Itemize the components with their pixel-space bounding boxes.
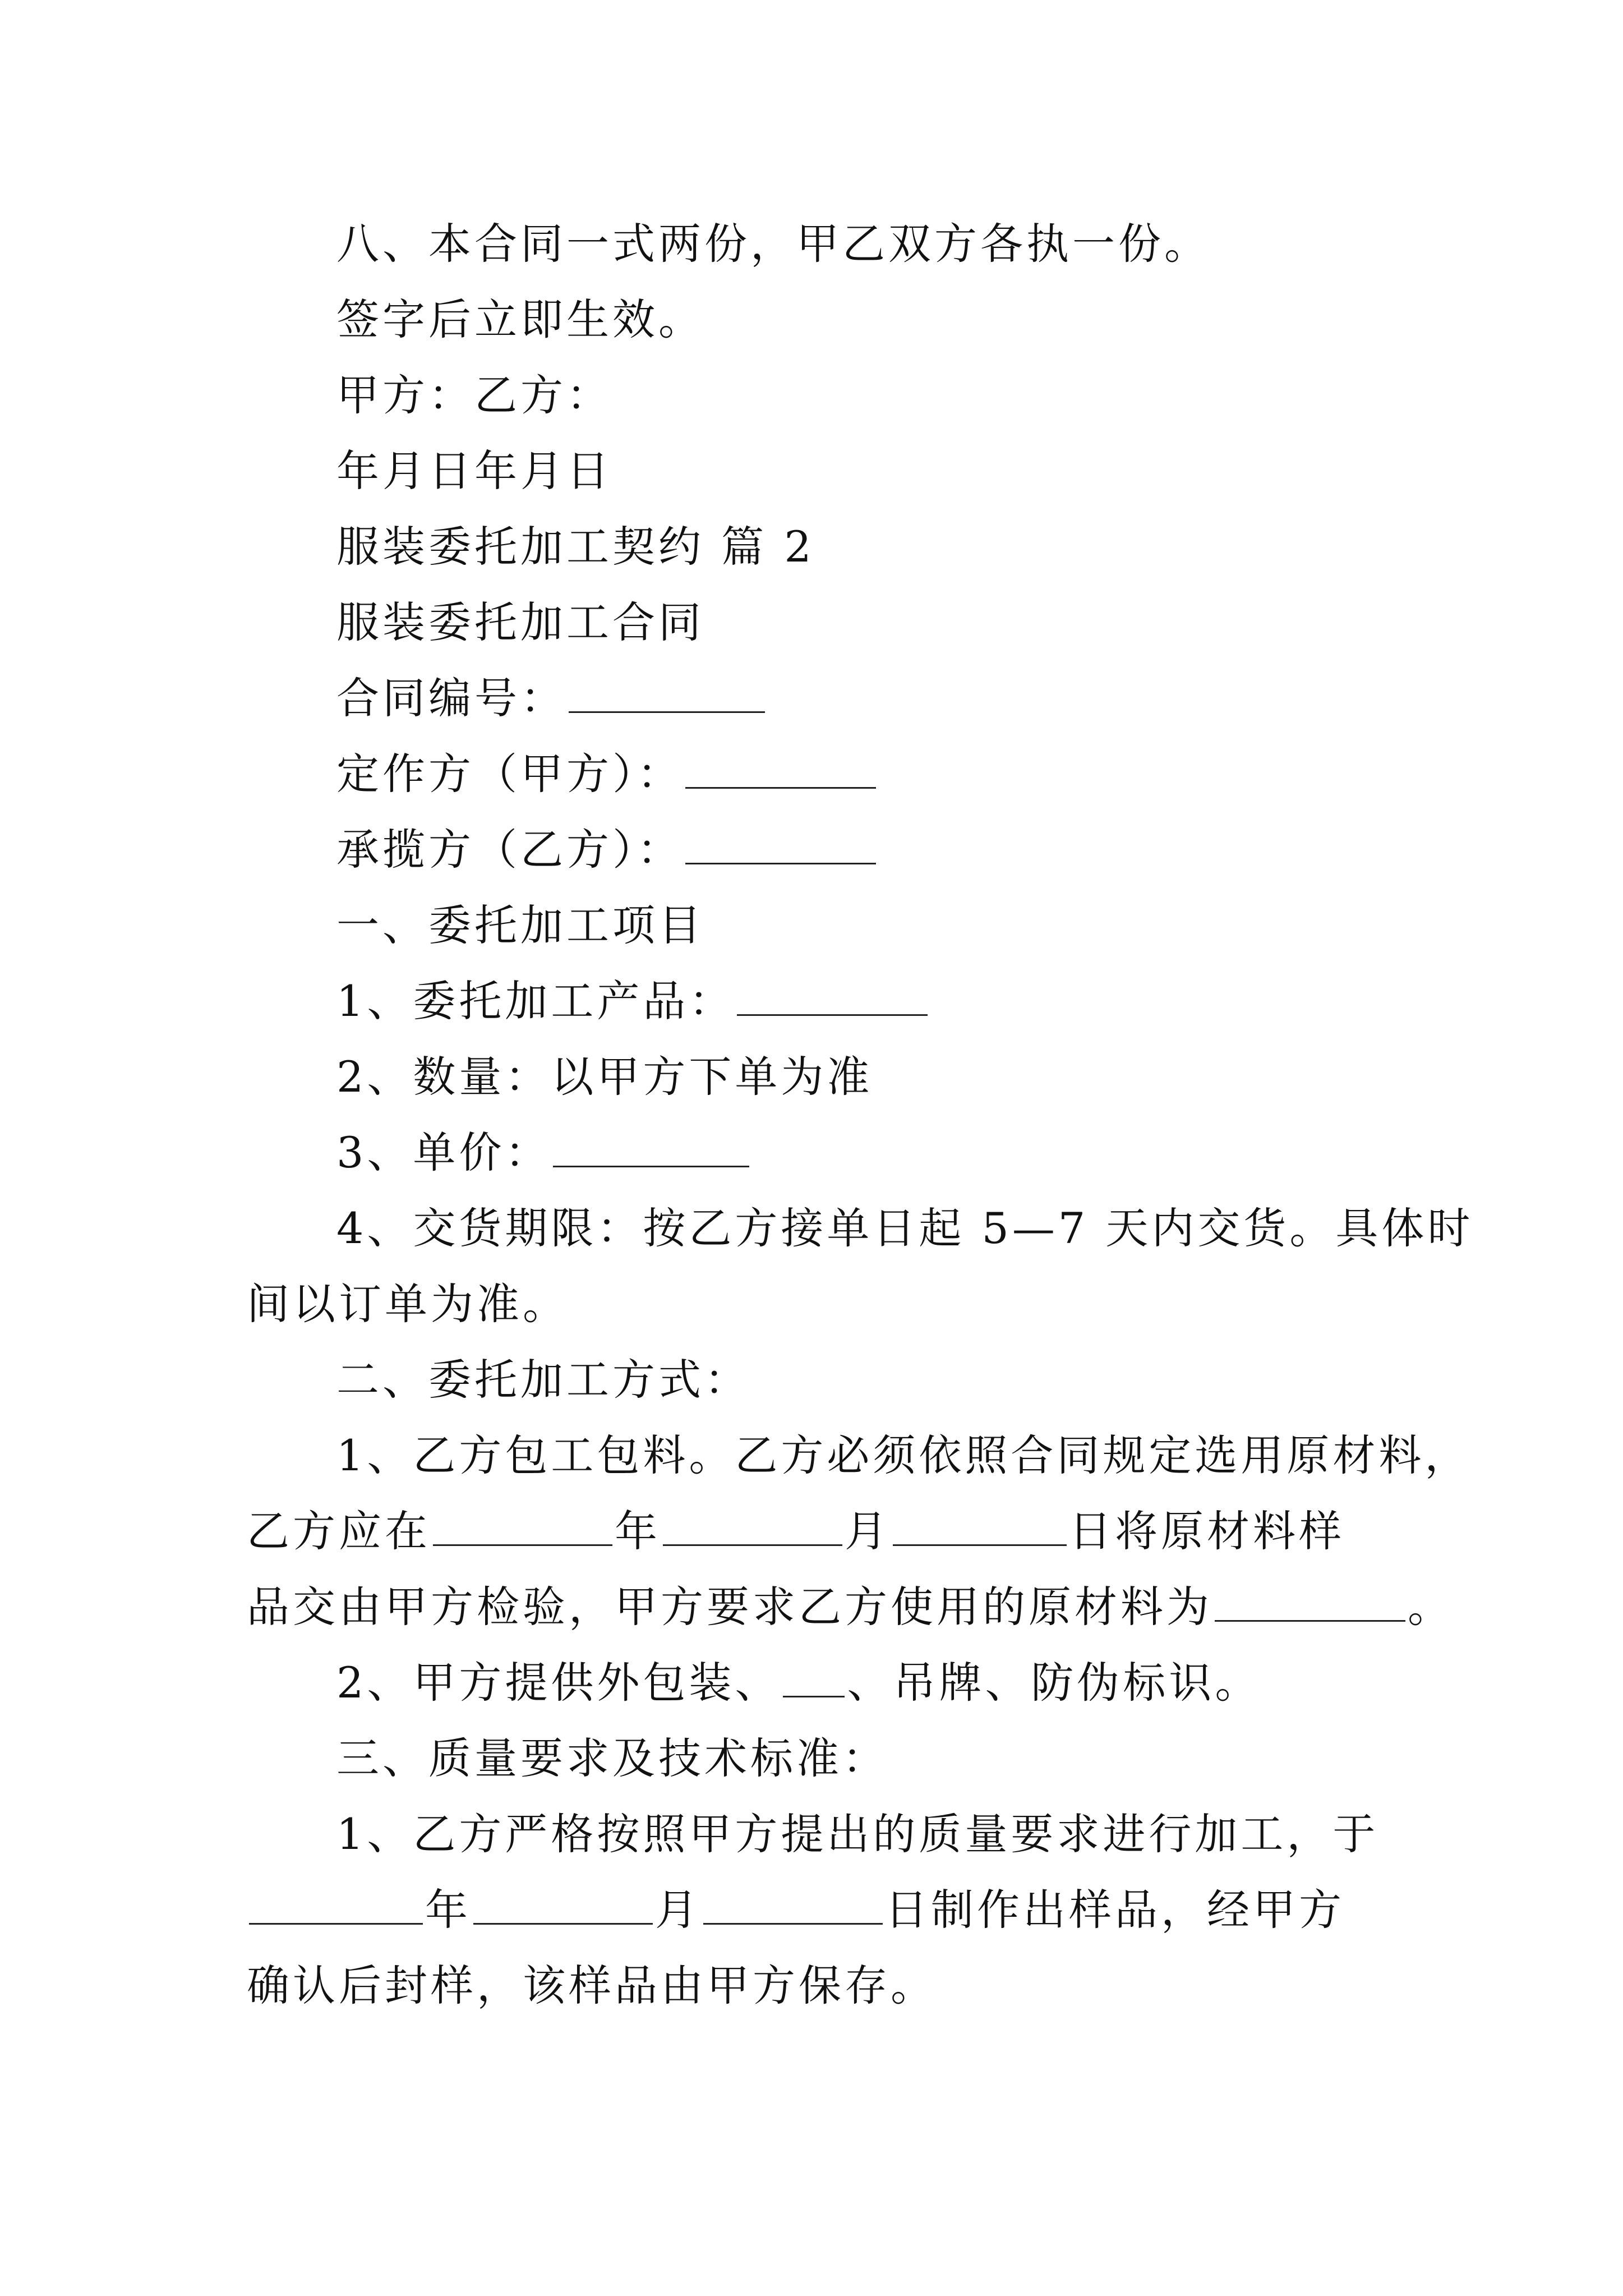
section-3-heading-line	[336, 1731, 888, 1787]
day-blank	[893, 1507, 1067, 1546]
date-text: 年月日年月日	[336, 446, 612, 496]
date-line	[336, 443, 612, 499]
party-a-label: 定作方（甲方）：	[336, 749, 683, 799]
item-4-delivery-line	[336, 1200, 1473, 1257]
method-1-line	[336, 1428, 1470, 1484]
sample-month-blank	[473, 1886, 653, 1925]
item-4-delivery-continued-text: 间以订单为准。	[247, 1279, 569, 1329]
section-1-heading: 一、委托加工项目	[336, 900, 704, 950]
item-4-delivery-continued-line	[247, 1276, 569, 1332]
item-1-product-line	[336, 973, 930, 1029]
party-a-blank	[685, 750, 876, 789]
quality-1-text: 1、乙方严格按照甲方提出的质量要求进行加工，于	[336, 1809, 1379, 1859]
contract-number-blank	[569, 674, 765, 713]
contract-number-label: 合同编号：	[336, 673, 566, 723]
method-1-date-suffix: 日将原材料样	[1069, 1506, 1345, 1556]
contract-number-line	[336, 670, 767, 726]
packaging-blank	[783, 1659, 845, 1697]
year-blank	[433, 1507, 612, 1546]
method-1-date-line	[247, 1503, 1345, 1559]
section-2-heading: 二、委托加工方式：	[336, 1355, 750, 1405]
method-1-text: 1、乙方包工包料。乙方必须依照合同规定选用原材料，	[336, 1430, 1471, 1480]
item-3-price-label: 3、单价：	[336, 1128, 551, 1177]
quality-1-seal-line	[247, 1958, 937, 2014]
quality-1-date-line	[247, 1882, 1345, 1938]
party-b-label: 承揽方（乙方）：	[336, 825, 683, 875]
clause-8-text: 八、本合同一式两份，甲乙双方各执一份。	[336, 219, 1210, 269]
party-a-line	[336, 746, 878, 802]
method-1-date-prefix: 乙方应在	[247, 1506, 431, 1556]
item-2-quantity-line	[336, 1049, 873, 1105]
year-label: 年	[615, 1506, 661, 1556]
parties-signature-line	[336, 367, 612, 424]
sample-year-label: 年	[425, 1885, 471, 1935]
material-blank	[1215, 1583, 1405, 1622]
method-1-material-line	[247, 1579, 1454, 1635]
month-label: 月	[845, 1506, 891, 1556]
effective-line	[336, 292, 704, 348]
section-1-heading-line	[336, 898, 704, 954]
method-1-material-period: 。	[1408, 1582, 1454, 1632]
section-3-heading: 三、质量要求及技术标准：	[336, 1733, 888, 1783]
product-blank	[737, 977, 928, 1016]
quality-1-seal-text: 确认后封样，该样品由甲方保存。	[247, 1961, 937, 2010]
item-4-delivery-text: 4、交货期限：按乙方接单日起 5—7 天内交货。具体时	[336, 1203, 1474, 1253]
section-2-heading-line	[336, 1352, 750, 1408]
month-blank	[663, 1507, 842, 1546]
item-3-price-line	[336, 1125, 751, 1181]
method-2-prefix: 2、甲方提供外包装、	[336, 1658, 781, 1708]
item-1-product-label: 1、委托加工产品：	[336, 976, 735, 1026]
contract-title: 服装委托加工合同	[336, 597, 704, 647]
sample-month-label: 月	[655, 1885, 701, 1935]
effective-text: 签字后立即生效。	[336, 295, 704, 344]
section-heading: 服装委托加工契约 篇 2	[336, 522, 815, 572]
item-2-quantity-text: 2、数量：以甲方下单为准	[336, 1052, 873, 1102]
section-heading-line	[336, 519, 815, 575]
contract-title-line	[336, 595, 704, 651]
party-b-line	[336, 822, 878, 878]
sample-year-blank	[249, 1886, 423, 1925]
method-2-suffix: 、吊牌、防伪标识。	[847, 1658, 1261, 1708]
sample-day-blank	[703, 1886, 883, 1925]
method-1-material-text: 品交由甲方检验，甲方要求乙方使用的原材料为	[247, 1582, 1212, 1632]
party-b-blank	[685, 826, 876, 864]
parties-signature-text: 甲方：乙方：	[336, 370, 612, 420]
quality-1-date-suffix: 日制作出样品，经甲方	[885, 1885, 1345, 1935]
quality-1-line	[336, 1806, 1378, 1862]
price-blank	[553, 1129, 749, 1167]
method-2-line	[336, 1655, 1261, 1711]
clause-8-line	[336, 216, 1210, 272]
